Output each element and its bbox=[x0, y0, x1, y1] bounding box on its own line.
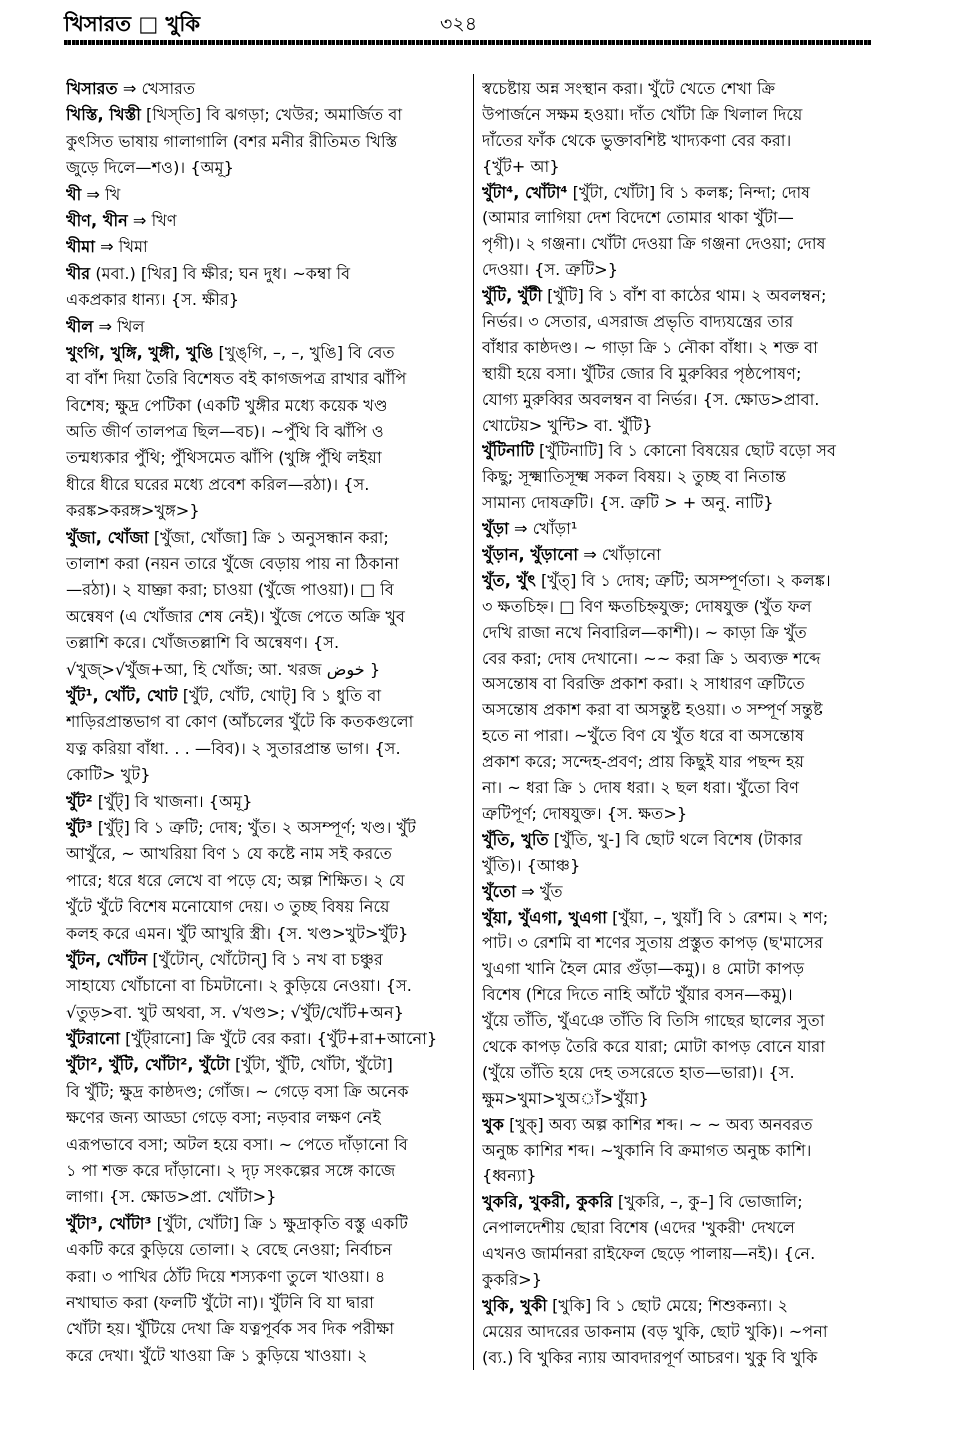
dictionary-line: আখুঁরে, ~ আখরিয়া বিণ ১ যে কষ্টে নাম সই করতে bbox=[66, 844, 392, 864]
dictionary-line: পৃগী)। ২ গঞ্জনা। খোঁটা দেওয়া ক্রি গঞ্জনা দেওয়া; দোষ bbox=[482, 234, 826, 254]
dictionary-line: না। ~ ধরা ক্রি ১ দোষ ধরা। ২ ছল ধরা। খুঁতো বিণ bbox=[482, 778, 800, 798]
headword: খুঁট² bbox=[66, 791, 93, 811]
definition-text: ⇒ খিল bbox=[93, 316, 145, 336]
dictionary-line bbox=[66, 102, 464, 128]
dictionary-line: স্থায়ী হয়ে বসা। খুঁটির জোর বি মুরুব্বির পৃষ্ঠপোষণ; bbox=[482, 363, 802, 383]
dictionary-line: বি খুঁটি; ক্ষুদ্র কাষ্ঠদণ্ড; গোঁজ। ~ গেড়ে বসা ক্রি অনেক bbox=[66, 1081, 409, 1101]
definition-text: [খুঁতি, খু-] বি ছোট থলে বিশেষ (টাকার bbox=[548, 829, 803, 849]
dictionary-line bbox=[482, 516, 872, 542]
definition-text: [খুঁটি] বি ১ বাঁশ বা কাঠের থাম। ২ অবলম্বন; bbox=[541, 286, 827, 306]
dictionary-line: বিশেষ (শিরে দিতে নাহি আঁটে খুঁয়ার বসন—কমু)। bbox=[482, 985, 793, 1005]
dictionary-line: পারে; ধরে ধরে লেখে বা পড়ে যে; অল্প শিক্ষিত। ২ যে bbox=[66, 870, 405, 890]
headword: খুকি, খুকী bbox=[482, 1295, 547, 1315]
headword: খীমা bbox=[66, 237, 95, 257]
dictionary-line bbox=[66, 234, 464, 260]
dictionary-line: ধীরে ধীরে ঘরের মধ্যে প্রবেশ করিল—রঠা)। {স. bbox=[66, 474, 370, 494]
dictionary-line bbox=[66, 815, 464, 841]
dictionary-line: প্রকাশ করে; সন্দেহ-প্রবণ; প্রায় কিছুই যার পছন্দ হয় bbox=[482, 752, 804, 772]
dictionary-line: অসন্তোষ প্রকাশ করা বা অসন্তুষ্ট হওয়া। ৩ সম্পূর্ণ সন্তুষ্ট bbox=[482, 700, 823, 720]
dictionary-line: (ব্য.) বি খুকির ন্যায় আবদারপূর্ণ আচরণ। খুকু বি খুকি bbox=[482, 1347, 818, 1367]
dictionary-line: সামান্য দোষত্রুটি। {স. ত্রুটি > + অনু. নাটি} bbox=[482, 493, 774, 513]
dictionary-line: কিছু; সূক্ষ্মাতিসূক্ষ্ম সকল বিষয়। ২ তুচ্ছ বা নিতান্ত bbox=[482, 467, 787, 487]
definition-text: [খুঁত্] বি ১ দোষ; ত্রুটি; অসম্পূর্ণতা। ২ কলঙ্ক। bbox=[535, 570, 831, 590]
running-head: খিসারত □ খুকি bbox=[64, 12, 201, 36]
dictionary-line bbox=[482, 905, 872, 931]
dictionary-line: {ধ্বন্যা} bbox=[482, 1166, 537, 1186]
dictionary-line bbox=[66, 182, 464, 208]
definition-text: ⇒ খোঁড়া¹ bbox=[508, 519, 578, 539]
dictionary-line: কলহ করে এমন। খুঁট আখুরি স্ত্রী। {স. খণ্ড>খুট>খুঁট} bbox=[66, 923, 409, 943]
definition-text: [খুঁট্] বি ১ ত্রুটি; দোষ; খুঁত। ২ অসম্পূর্ণ; খণ্ড। খুঁট bbox=[92, 817, 416, 837]
dictionary-line: তন্মধ্যকার পুঁথি; পুঁথিসমেত ঝাঁপি (খুঙ্গি পুঁথি লইয়া bbox=[66, 448, 382, 468]
dictionary-line: থেকে কাপড় তৈরি করে যারা; মোটা কাপড় বোনে যারা bbox=[482, 1036, 826, 1056]
dictionary-line: একপ্রকার ধান্য। {স. ক্ষীর} bbox=[66, 290, 240, 310]
dictionary-line bbox=[482, 542, 872, 568]
headword: খুঁড়ান, খুঁড়ানো bbox=[482, 545, 579, 565]
headword: খুঁতি, খুতি bbox=[482, 829, 549, 849]
dictionary-line bbox=[66, 340, 464, 366]
dictionary-line bbox=[66, 1026, 464, 1052]
headword: খুঁত, খুঁৎ bbox=[482, 570, 536, 590]
dictionary-line: নখাঘাত করা (ফলটি খুঁটো না)। খুঁটনি বি যা দ্বারা bbox=[66, 1292, 374, 1312]
dictionary-line: হতে না পারা। ~খুঁতে বিণ যে খুঁত ধরে বা অসন্তোষ bbox=[482, 726, 805, 746]
dictionary-line: ত্রুটিপূর্ণ; দোষযুক্ত। {স. ক্ষত>} bbox=[482, 803, 688, 823]
dictionary-line: করঙ্ক>করঙ্গ>খুঙ্গ>} bbox=[66, 501, 200, 521]
headword: খীল bbox=[66, 316, 94, 336]
dictionary-line: দেখি রাজা নখে নিবারিল—কাশী)। ~ কাড়া ক্রি খুঁত bbox=[482, 622, 807, 642]
definition-text: ⇒ খুঁত bbox=[515, 881, 563, 901]
dictionary-line bbox=[66, 1052, 464, 1078]
definition-text: [খুঁয়া, –, খুয়াঁ] বি ১ রেশম। ২ শণ; bbox=[606, 907, 829, 927]
definition-text: ⇒ খোঁড়ানো bbox=[578, 545, 661, 565]
dictionary-line: সাহায্যে খোঁচানো বা চিমটানো। ২ কুড়িয়ে নেওয়া। {স. bbox=[66, 976, 412, 996]
dictionary-line: তল্লাশি করে। খোঁজতল্লাশি বি অন্বেষণ। {স. bbox=[66, 633, 340, 653]
definition-text: [খুঁটিনাটি] বি ১ কোনো বিষয়ের ছোট বড়ো সব bbox=[533, 441, 837, 461]
headword: খুঁতো bbox=[482, 881, 516, 901]
dictionary-line bbox=[66, 789, 464, 815]
definition-text: [খুঁটা, খোঁটা] ক্রি ১ ক্ষুদ্রাকৃতি বস্তু একটি bbox=[151, 1213, 408, 1233]
dictionary-line bbox=[66, 947, 464, 973]
dictionary-line: এখনও জার্মানরা রাইফেল ছেড়ে পালায়—নই)। {নে. bbox=[482, 1244, 816, 1264]
page-number: ৩২৪ bbox=[440, 13, 478, 35]
dictionary-line: পাট। ৩ রেশমি বা শণের সুতায় প্রস্তুত কাপড় (ছ'মাসের bbox=[482, 933, 823, 953]
dictionary-line bbox=[482, 438, 872, 464]
headword: খিস্তি, খিস্তী bbox=[66, 105, 141, 125]
dictionary-line bbox=[66, 314, 464, 340]
dictionary-line: ক্ষুম>খুমা>খুঅাঁ>খুঁয়া} bbox=[482, 1088, 649, 1108]
headword: খী bbox=[66, 184, 82, 204]
dictionary-line: খোটেয়> খুন্টি> বা. খুঁটি} bbox=[482, 415, 653, 435]
dictionary-line: নির্ভর। ৩ সেতার, এসরাজ প্রভৃতি বাদ্যযন্ত্রের তার bbox=[482, 312, 794, 332]
definition-text: [খুক্] অব্য অল্প কাশির শব্দ। ~ ~ অব্য অনবরত bbox=[503, 1114, 813, 1134]
dictionary-line: অতি জীর্ণ তালপত্র ছিল—বচ)। ~পুঁথি বি ঝাঁপি ও bbox=[66, 422, 384, 442]
column-divider bbox=[473, 74, 474, 1370]
dictionary-line: (আমার লাগিয়া দেশ বিদেশে তোমার থাকা খুঁটা— bbox=[482, 208, 794, 228]
definition-text: ⇒ খিমা bbox=[94, 237, 148, 257]
definition-text: [খুঁটা, খোঁটা] বি ১ কলঙ্ক; নিন্দা; দোষ bbox=[567, 182, 811, 202]
dictionary-line: এরূপভাবে বসা; অটল হয়ে বসা। ~ পেতে দাঁড়ানো বি bbox=[66, 1134, 408, 1154]
headword: খুঁজা, খোঁজা bbox=[66, 527, 149, 547]
dictionary-line: লাগা। {স. ক্ষোড>প্রা. খোঁটা>} bbox=[66, 1187, 277, 1207]
dictionary-line: অনুচ্চ কাশির শব্দ। ~খুকানি বি ক্রমাগত অনুচ্চ কাশি। bbox=[482, 1140, 812, 1160]
dictionary-line: বের করা; দোষ দেখানো। ~~ করা ক্রি ১ অব্যক্ত শব্দে bbox=[482, 648, 821, 668]
dictionary-line: বিশেষ; ক্ষুদ্র পেটিকা (একটি খুঙ্গীর মধ্যে কয়েক খণ্ড bbox=[66, 395, 388, 415]
headword: খুঁট¹, খোঁট, খোট bbox=[66, 685, 178, 705]
dictionary-line: কুৎসিত ভাষায় গালাগালি (বশর মনীর রীতিমত খিস্তি bbox=[66, 131, 398, 151]
dictionary-line: {খুঁট+ আ} bbox=[482, 156, 560, 176]
dictionary-line: —রঠা)। ২ যাচ্ঞা করা; চাওয়া (খুঁজে পাওয়া)। □ বি bbox=[66, 580, 394, 600]
definition-text: ⇒ খেসারত bbox=[117, 79, 196, 98]
dictionary-line: কুকরি>} bbox=[482, 1269, 543, 1289]
dictionary-line bbox=[66, 76, 464, 102]
definition-text: [খুঁজা, খোঁজা] ক্রি ১ অনুসন্ধান করা; bbox=[148, 527, 389, 547]
definition-text: [খুঙ্‌গি, –, –, খুঙি] বি বেত bbox=[213, 342, 395, 362]
dictionary-line: অন্বেষণ (এ খোঁজার শেষ নেই)। খুঁজে পেতে অক্রি খুব bbox=[66, 606, 406, 626]
dictionary-line bbox=[66, 683, 464, 709]
dictionary-line: দাঁতের ফাঁক থেকে ভুক্তাবশিষ্ট খাদ্যকণা বের করা। bbox=[482, 130, 792, 150]
right-column bbox=[482, 76, 872, 1371]
dictionary-line: বাঁধার কাষ্ঠদণ্ড। ~ গাড়া ক্রি ১ নৌকা বাঁধা। ২ শক্ত বা bbox=[482, 337, 818, 357]
page-header bbox=[64, 8, 874, 38]
dictionary-line bbox=[66, 208, 464, 234]
dictionary-line: শাড়িরপ্রান্তভাগ বা কোণ (আঁচলের খুঁটে কি কতকগুলো bbox=[66, 712, 414, 732]
dictionary-line: উপার্জনে সক্ষম হওয়া। দাঁত খোঁটা ক্রি খিলাল দিয়ে bbox=[482, 104, 803, 124]
dictionary-line: মেয়ের আদরের ডাকনাম (বড় খুকি, ছোট খুকি)। ~পনা bbox=[482, 1321, 828, 1341]
dictionary-line bbox=[482, 879, 872, 905]
headword: খুঁটা⁴, খোঁটা⁴ bbox=[482, 182, 568, 202]
dictionary-line bbox=[66, 261, 464, 287]
dictionary-line: খোঁটা হয়। খুঁটিয়ে দেখা ক্রি যত্নপূর্বক সব দিক পরীক্ষা bbox=[66, 1319, 395, 1339]
dictionary-line bbox=[482, 283, 872, 309]
dictionary-line: খুএগা খানি হৈল মোর গুঁড়া—কমু)। ৪ মোটা কাপড় bbox=[482, 959, 805, 979]
headword: খুঁটা², খুঁটি, খোঁটা², খুঁটো bbox=[66, 1055, 230, 1075]
dictionary-line: দেওয়া। {স. ত্রুটি>} bbox=[482, 260, 619, 280]
headword: খুঁটরানো bbox=[66, 1029, 120, 1049]
definition-text: [খিস্‌তি] বি ঝগড়া; খেউর; অমার্জিত বা bbox=[140, 105, 403, 125]
dictionary-line: খুঁয়ে তাঁতি, খুঁএঞে তাঁতি বি তিসি গাছের ছালের সুতা bbox=[482, 1011, 825, 1031]
dictionary-line: ৩ ক্ষতচিহ্ন। □ বিণ ক্ষতচিহ্নযুক্ত; দোষযুক্ত (খুঁত ফল bbox=[482, 596, 812, 616]
dictionary-line: (খুঁয়ে তাঁতি হয়ে দেহ তসরেতে হাত—ভারা)। {স. bbox=[482, 1062, 795, 1082]
dictionary-line: √তুড়>বা. খুট অথবা, স. √খণ্ড>; √খুঁট/খোঁট+অন} bbox=[66, 1002, 404, 1022]
headword: খীর bbox=[66, 263, 91, 283]
dictionary-line bbox=[482, 180, 872, 206]
dictionary-line: করে দেখা। খুঁটে খাওয়া ক্রি ১ কুড়িয়ে খাওয়া। ২ bbox=[66, 1345, 368, 1365]
dictionary-line bbox=[482, 1189, 872, 1215]
dictionary-line: ক্ষণের জন্য আড্ডা গেড়ে বসা; নড়বার লক্ষণ নেই bbox=[66, 1108, 381, 1128]
headword: খুঁটিনাটি bbox=[482, 441, 534, 461]
dictionary-line bbox=[66, 525, 464, 551]
headword: খুঁয়া, খুঁএগা, খুএগা bbox=[482, 907, 607, 927]
headword: খুঁড়া bbox=[482, 519, 509, 539]
dictionary-line bbox=[482, 1293, 872, 1319]
dictionary-line: স্বচেষ্টায় অন্ন সংস্থান করা। খুঁটে খেতে শেখা ক্রি bbox=[482, 79, 776, 98]
dictionary-line bbox=[66, 1211, 464, 1237]
dictionary-line bbox=[482, 568, 872, 594]
dictionary-line: একটি করে কুড়িয়ে তোলা। ২ বেছে নেওয়া; নির্বাচন bbox=[66, 1240, 392, 1260]
dictionary-line: যত্ন করিয়া বাঁধা. . . —বিব)। ২ সুতারপ্রান্ত ভাগ। {স. bbox=[66, 738, 401, 758]
headword: খুকরি, খুকরী, কুকরি bbox=[482, 1192, 613, 1212]
dictionary-line bbox=[482, 1112, 872, 1138]
dictionary-line: যোগ্য মুরুব্বির অবলম্বন বা নির্ভর। {স. ক্ষোড>প্রাবা. bbox=[482, 389, 820, 409]
dictionary-line: করা। ৩ পাখির ঠোঁট দিয়ে শস্যকণা তুলে খাওয়া। ৪ bbox=[66, 1266, 386, 1286]
definition-text: [খুঁট্‌রানো] ক্রি খুঁটে বের করা। {খুঁট+রা+আনো} bbox=[119, 1029, 438, 1049]
dictionary-line: ১ পা শক্ত করে দাঁড়ানো। ২ দৃঢ় সংকল্পের সঙ্গে কাজে bbox=[66, 1161, 396, 1181]
definition-text: ⇒ খি bbox=[81, 184, 121, 204]
definition-text: ⇒ খিণ bbox=[127, 210, 177, 230]
headword: খুঁটা³, খোঁটা³ bbox=[66, 1213, 152, 1233]
dictionary-line: অসন্তোষ বা বিরক্তি প্রকাশ করা। ২ সাধারণ ত্রুটিতে bbox=[482, 674, 805, 694]
headword: খুঁটি, খুঁটী bbox=[482, 286, 542, 306]
definition-text: [খুঁট, খোঁট, খোট্] বি ১ ধুতি বা bbox=[177, 685, 382, 705]
dictionary-line: বা বাঁশ দিয়া তৈরি বিশেষত বই কাগজপত্র রাখার ঝাঁপি bbox=[66, 369, 407, 389]
headword: খুক bbox=[482, 1114, 504, 1134]
definition-text: [খুঁটোন্, খোঁটোন্] বি ১ নখ বা চঞ্চুর bbox=[147, 949, 383, 969]
dictionary-line bbox=[482, 827, 872, 853]
dictionary-line: জুড়ে দিলে—শও)। {অমূ} bbox=[66, 158, 234, 178]
dictionary-line: √খুজ্>√খুঁজ+আ, হি খোঁজ; আ. খরজ خوض } bbox=[66, 659, 381, 679]
dictionary-line: খুঁটে খুঁটে বিশেষ মনোযোগ দেয়। ৩ তুচ্ছ বিষয় নিয়ে bbox=[66, 897, 390, 917]
headword: খিসারত bbox=[66, 79, 118, 98]
dictionary-line: কোটি> খুট} bbox=[66, 765, 151, 785]
dictionary-line: তালাশ করা (নয়ন তারে খুঁজে বেড়ায় পায় না ঠিকানা bbox=[66, 554, 399, 574]
headword: খীণ, খীন bbox=[66, 210, 128, 230]
header-rule bbox=[64, 40, 872, 45]
definition-text: [খুকরি, –, কু–] বি ভোজালি; bbox=[612, 1192, 803, 1212]
left-column bbox=[66, 76, 464, 1369]
headword: খুঁটন, খোঁটন bbox=[66, 949, 148, 969]
definition-text: [খুঁট্] বি খাজনা। {অমূ} bbox=[92, 791, 253, 811]
definition-text: (মবা.) [খির] বি ক্ষীর; ঘন দুধ। ~কম্বা বি bbox=[90, 263, 351, 283]
definition-text: [খুঁটা, খুঁটি, খোঁটা, খুঁটো] bbox=[229, 1055, 393, 1075]
headword: খুঁট³ bbox=[66, 817, 93, 837]
headword: খুংগি, খুঙ্গি, খুঙ্গী, খুঙি bbox=[66, 342, 214, 362]
definition-text: [খুকি] বি ১ ছোট মেয়ে; শিশুকন্যা। ২ bbox=[546, 1295, 789, 1315]
dictionary-line: নেপালদেশীয় ছোরা বিশেষ (এদের 'খুকরী' দেখলে bbox=[482, 1218, 795, 1238]
dictionary-line: খুঁতি)। {আঞ্চ} bbox=[482, 855, 581, 875]
